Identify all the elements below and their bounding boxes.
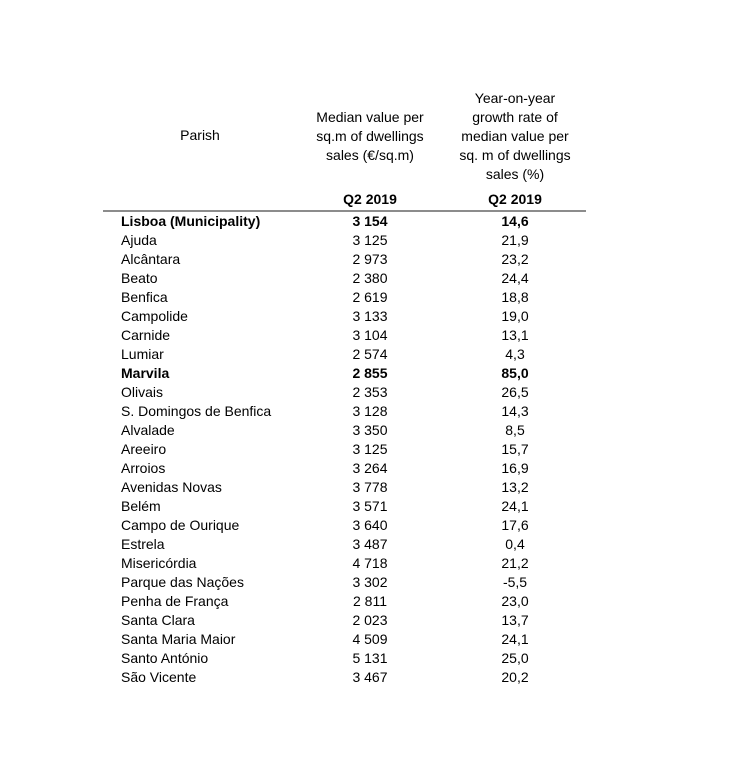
median-value-cell: 3 640	[352, 517, 388, 533]
table-row	[0, 535, 748, 554]
median-value-cell: 2 574	[352, 346, 388, 362]
parish-cell: Arroios	[121, 460, 166, 476]
median-value-cell: 3 125	[352, 441, 388, 457]
table-row	[0, 440, 748, 459]
median-value-cell: 2 855	[352, 365, 388, 381]
median-value-cell: 2 353	[352, 384, 388, 400]
period-median: Q2 2019	[343, 191, 397, 207]
growth-rate-cell: 16,9	[501, 460, 529, 476]
parish-cell: Misericórdia	[121, 555, 197, 571]
growth-rate-cell: 13,2	[501, 479, 529, 495]
parish-cell: S. Domingos de Benfica	[121, 403, 272, 419]
table-row	[0, 554, 748, 573]
parish-cell: Santa Maria Maior	[121, 631, 236, 647]
median-value-cell: 5 131	[352, 650, 388, 666]
median-value-cell: 2 973	[352, 251, 388, 267]
median-value-cell: 3 467	[352, 669, 388, 685]
header-median-value	[300, 108, 440, 165]
table-row	[0, 592, 748, 611]
table-row	[0, 288, 748, 307]
parish-cell: Belém	[121, 498, 161, 514]
median-value-cell: 3 104	[352, 327, 388, 343]
growth-rate-cell: -5,5	[502, 574, 528, 590]
parish-cell: Alcântara	[121, 251, 181, 267]
table-row	[0, 326, 748, 345]
parish-cell: Marvila	[121, 365, 170, 381]
header-growth-line: growth rate of	[472, 109, 558, 125]
parish-cell: Beato	[121, 270, 158, 286]
median-value-cell: 2 811	[353, 593, 387, 609]
median-value-cell: 3 125	[352, 232, 388, 248]
growth-rate-cell: 85,0	[501, 365, 529, 381]
growth-rate-cell: 14,3	[501, 403, 529, 419]
growth-rate-cell: 19,0	[501, 308, 529, 324]
parish-cell: Santo António	[121, 650, 209, 666]
table-row	[0, 497, 748, 516]
table-row	[0, 345, 748, 364]
growth-rate-cell: 21,2	[501, 555, 529, 571]
table-row	[0, 250, 748, 269]
table-row	[0, 573, 748, 592]
parish-cell: Avenidas Novas	[121, 479, 222, 495]
parish-cell: Carnide	[121, 327, 171, 343]
table-row	[0, 459, 748, 478]
median-value-cell: 3 128	[352, 403, 388, 419]
period-growth: Q2 2019	[488, 191, 542, 207]
table-row	[0, 630, 748, 649]
table-row	[0, 212, 748, 231]
growth-rate-cell: 17,6	[501, 517, 529, 533]
header-growth-line: sales (%)	[485, 166, 545, 182]
growth-rate-cell: 26,5	[501, 384, 529, 400]
header-growth-rate	[440, 89, 590, 184]
table-row	[0, 611, 748, 630]
parish-cell: Santa Clara	[121, 612, 195, 628]
parish-cell: Penha de França	[121, 593, 229, 609]
parish-cell: Benfica	[121, 289, 168, 305]
parish-cell: São Vicente	[121, 669, 197, 685]
table-row	[0, 421, 748, 440]
table-row	[0, 307, 748, 326]
median-value-cell: 3 778	[352, 479, 388, 495]
growth-rate-cell: 24,1	[501, 631, 529, 647]
growth-rate-cell: 24,4	[501, 270, 529, 286]
table-body	[0, 212, 748, 687]
growth-rate-cell: 25,0	[501, 650, 529, 666]
parish-cell: Olivais	[121, 384, 164, 400]
table-row	[0, 269, 748, 288]
parish-cell: Ajuda	[121, 232, 157, 248]
parish-cell: Campo de Ourique	[121, 517, 240, 533]
table-row	[0, 364, 748, 383]
growth-rate-cell: 24,1	[501, 498, 529, 514]
parish-cell: Estrela	[121, 536, 165, 552]
median-value-cell: 2 380	[352, 270, 388, 286]
parish-cell: Campolide	[121, 308, 188, 324]
median-value-cell: 2 023	[352, 612, 388, 628]
growth-rate-cell: 13,7	[501, 612, 529, 628]
table-row	[0, 668, 748, 687]
table-row	[0, 383, 748, 402]
table-row	[0, 478, 748, 497]
header-growth-line: Year-on-year	[474, 90, 556, 106]
growth-rate-cell: 18,8	[501, 289, 529, 305]
median-value-cell: 3 154	[352, 213, 388, 229]
header-median-line: Median value per	[316, 109, 424, 125]
parish-cell: Lisboa (Municipality)	[121, 213, 261, 229]
median-value-cell: 3 264	[352, 460, 388, 476]
table-row	[0, 649, 748, 668]
growth-rate-cell: 21,9	[501, 232, 529, 248]
header-median-line: sales (€/sq.m)	[326, 147, 414, 163]
parish-cell: Areeiro	[121, 441, 167, 457]
growth-rate-cell: 4,3	[505, 346, 525, 362]
growth-rate-cell: 0,4	[505, 536, 525, 552]
growth-rate-cell: 20,2	[501, 669, 529, 685]
median-value-cell: 4 718	[352, 555, 388, 571]
growth-rate-cell: 8,5	[505, 422, 525, 438]
median-value-cell: 3 571	[352, 498, 388, 514]
table-row	[0, 516, 748, 535]
median-value-cell: 2 619	[352, 289, 388, 305]
growth-rate-cell: 14,6	[501, 213, 529, 229]
median-value-cell: 3 133	[352, 308, 388, 324]
growth-rate-cell: 23,2	[501, 251, 529, 267]
parish-cell: Lumiar	[121, 346, 164, 362]
header-growth-line: sq. m of dwellings	[459, 147, 571, 163]
growth-rate-cell: 13,1	[501, 327, 529, 343]
header-median-line: sq.m of dwellings	[316, 128, 424, 144]
median-value-cell: 3 487	[352, 536, 388, 552]
parish-cell: Parque das Nações	[121, 574, 244, 590]
growth-rate-cell: 15,7	[501, 441, 529, 457]
table-row	[0, 231, 748, 250]
parish-cell: Alvalade	[121, 422, 175, 438]
header-parish: Parish	[180, 127, 220, 143]
median-value-cell: 3 350	[352, 422, 388, 438]
median-value-cell: 4 509	[352, 631, 388, 647]
median-value-cell: 3 302	[352, 574, 388, 590]
growth-rate-cell: 23,0	[501, 593, 529, 609]
table-row	[0, 402, 748, 421]
header-growth-line: median value per	[461, 128, 569, 144]
